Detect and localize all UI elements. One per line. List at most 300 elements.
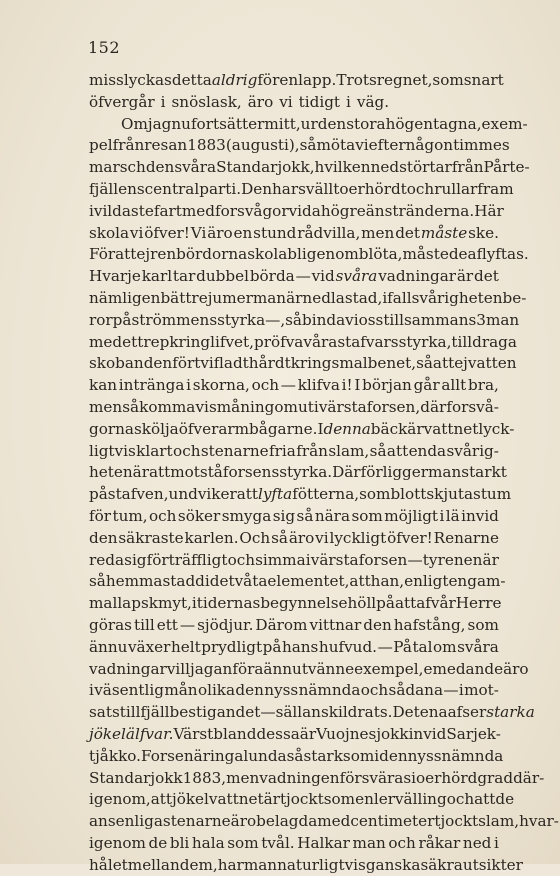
word: binda xyxy=(302,310,346,329)
italic-word: svåra xyxy=(335,267,378,286)
word: styrka, xyxy=(398,332,452,351)
word: forsvå- xyxy=(446,397,499,416)
word: mot- xyxy=(464,681,499,700)
word: enligt xyxy=(404,572,449,591)
word: lapsk xyxy=(117,594,158,613)
word: det xyxy=(474,267,499,286)
word: motstå xyxy=(170,463,223,482)
text-line xyxy=(89,484,512,506)
word: stora xyxy=(346,114,386,133)
word: oerhördt xyxy=(339,179,407,198)
word: öfver xyxy=(178,419,219,438)
word: misslyckas xyxy=(89,71,172,89)
word: sådana xyxy=(388,681,444,700)
word: — xyxy=(280,376,296,395)
word: Standarjokk xyxy=(89,768,183,787)
word: vildaste xyxy=(93,201,154,220)
word: karl xyxy=(141,267,173,286)
word: hala xyxy=(191,833,225,852)
text-line xyxy=(89,288,527,310)
word: invid xyxy=(408,724,447,743)
word: vadningen xyxy=(259,768,340,787)
word: högre xyxy=(320,201,366,220)
word: pel xyxy=(89,136,113,155)
word: hålet xyxy=(89,855,128,874)
word: Därför xyxy=(332,463,383,482)
word: råkar xyxy=(418,833,461,852)
word: än xyxy=(365,201,385,220)
word: jag xyxy=(147,114,172,133)
word: tilldraga xyxy=(451,332,517,351)
word: Därom xyxy=(255,615,308,634)
word: han, xyxy=(370,572,405,591)
word: man xyxy=(352,833,386,852)
word: måste xyxy=(402,245,449,264)
word: man xyxy=(485,310,520,329)
word: så xyxy=(286,746,304,765)
word: jökelvattnet xyxy=(172,790,264,809)
word: hemmastadd xyxy=(105,572,205,591)
text-line xyxy=(89,70,504,92)
word: där xyxy=(420,397,447,416)
word: igenom, xyxy=(89,790,151,809)
word: så xyxy=(271,528,288,547)
word: snart xyxy=(463,71,504,89)
word: vi xyxy=(129,223,144,242)
word: en xyxy=(448,572,468,591)
word: hvar- xyxy=(519,812,559,831)
word: och xyxy=(406,179,435,198)
word: I xyxy=(354,376,361,395)
word: sats xyxy=(89,703,120,722)
word: Trots xyxy=(336,71,377,89)
word: som xyxy=(359,485,391,504)
word: karlen. xyxy=(184,528,239,547)
word: blott xyxy=(390,485,427,504)
word: ej xyxy=(136,245,151,264)
text-line xyxy=(89,332,517,354)
word: så xyxy=(89,572,106,591)
word: sig xyxy=(124,550,147,569)
text-line xyxy=(89,157,530,179)
word: tillsammans xyxy=(383,310,477,329)
word: den xyxy=(89,528,118,547)
word: rådvilla, xyxy=(297,223,361,242)
word: där- xyxy=(513,768,545,787)
word: är xyxy=(299,724,317,743)
word: hårdt xyxy=(248,354,291,373)
word: stund xyxy=(253,223,297,242)
word: centralparti. xyxy=(144,179,242,198)
word: grad xyxy=(477,768,514,787)
text-line xyxy=(89,680,499,702)
word: för xyxy=(89,506,112,525)
text-line xyxy=(89,528,499,550)
word: tidigt xyxy=(298,92,341,111)
word: vatten xyxy=(467,354,517,373)
word: men xyxy=(226,768,260,787)
word: hufvud. xyxy=(318,637,378,656)
word: ned xyxy=(462,833,492,852)
word: vida xyxy=(288,201,321,220)
italic-word: lyfta xyxy=(257,485,293,504)
word: ske. xyxy=(468,223,499,242)
text-line xyxy=(89,135,510,157)
word: svåra xyxy=(457,637,499,656)
word: den xyxy=(235,681,264,700)
word: för xyxy=(257,71,280,89)
italic-word: jökelälfvar. xyxy=(89,724,174,743)
word: genomblöta, xyxy=(306,245,403,264)
word: våra xyxy=(303,332,338,351)
word: ingalunda xyxy=(210,746,287,765)
word: att xyxy=(236,485,258,504)
italic-word: starka xyxy=(486,703,535,722)
word: med xyxy=(317,812,351,831)
word: har xyxy=(217,855,244,874)
word: snöslask, xyxy=(171,92,242,111)
word: svällt xyxy=(298,179,340,198)
word: Renarne xyxy=(433,528,499,547)
word: hafstång, xyxy=(393,615,466,634)
word: de xyxy=(148,833,168,852)
word: i! xyxy=(341,376,353,395)
word: stenarne xyxy=(162,812,231,831)
word: på xyxy=(89,485,108,504)
word: äro xyxy=(288,528,315,547)
word: i xyxy=(305,550,311,569)
word: öfver! xyxy=(144,223,190,242)
word: den xyxy=(379,746,408,765)
word: begynnelse xyxy=(260,594,348,613)
text-line xyxy=(89,353,517,375)
word: Pårte- xyxy=(483,158,530,177)
word: nedstörtar xyxy=(370,158,452,177)
word: att xyxy=(474,790,496,809)
word: Vi xyxy=(190,223,207,242)
word: lyckligt xyxy=(329,528,387,547)
word: svåra xyxy=(174,158,217,177)
word: klifva xyxy=(297,376,340,395)
word: regnet, xyxy=(376,71,433,89)
word: För xyxy=(89,245,116,264)
text-line xyxy=(89,855,523,876)
text-line xyxy=(89,593,502,615)
word: vadningar xyxy=(378,267,457,286)
word: vi xyxy=(279,92,293,111)
text-line xyxy=(89,201,504,223)
word: resan xyxy=(144,136,188,155)
word: skjutas xyxy=(426,485,481,504)
word: som xyxy=(323,790,356,809)
word: början xyxy=(362,376,412,395)
word: försväras xyxy=(339,768,412,787)
word: och xyxy=(173,441,201,460)
word: fjällens xyxy=(89,179,145,198)
word: ett xyxy=(122,332,144,351)
word: sjödjur. xyxy=(197,615,254,634)
word: Halkar xyxy=(297,833,350,852)
word: mellan xyxy=(127,855,180,874)
word: men xyxy=(89,397,123,416)
word: oerhörd xyxy=(416,768,478,787)
word: så xyxy=(296,506,314,525)
word: marsch xyxy=(89,158,146,177)
word: Hvarje xyxy=(89,267,141,286)
word: vi xyxy=(195,397,209,416)
word: höll xyxy=(347,594,377,613)
word: på xyxy=(262,637,282,656)
word: på xyxy=(376,594,395,613)
word: bra, xyxy=(467,376,499,395)
word: vittnar xyxy=(309,615,362,634)
word: bäck xyxy=(370,419,408,438)
word: naturligtvis xyxy=(277,855,366,874)
word: i xyxy=(411,768,416,787)
word: exem- xyxy=(481,114,528,133)
word: (augusti), xyxy=(225,136,300,155)
word: slam, xyxy=(328,441,370,460)
text-line xyxy=(89,768,545,790)
word: skorna, xyxy=(192,376,250,395)
word: fria xyxy=(269,441,296,460)
word: ur xyxy=(300,114,318,133)
word: om xyxy=(433,637,457,656)
text-line xyxy=(89,419,515,441)
word: nu xyxy=(171,114,191,133)
word: nämnda xyxy=(298,681,361,700)
word: vadningar xyxy=(89,659,167,678)
word: exempel, xyxy=(354,659,424,678)
word: sällan xyxy=(275,703,321,722)
word: att xyxy=(394,594,417,613)
word: äro xyxy=(503,659,529,678)
word: väsentlig xyxy=(94,681,164,700)
word: att xyxy=(115,245,137,264)
word: ligger xyxy=(382,463,429,482)
word: 1883 xyxy=(187,136,226,155)
word: säkraste xyxy=(118,528,184,547)
word: i xyxy=(191,594,197,613)
word: högen xyxy=(385,114,433,133)
word: klart xyxy=(136,441,173,460)
word: svårigheten xyxy=(411,288,503,307)
word: man xyxy=(243,855,278,874)
word: bli xyxy=(169,833,190,852)
text-line xyxy=(89,223,499,245)
word: tar xyxy=(172,267,196,286)
word: vår xyxy=(430,594,456,613)
word: börda xyxy=(249,267,295,286)
word: så xyxy=(285,310,302,329)
word: möta xyxy=(316,136,356,155)
word: våta xyxy=(234,572,268,591)
word: pröfva xyxy=(253,332,304,351)
word: afser xyxy=(447,703,487,722)
word: med xyxy=(181,201,215,220)
word: de xyxy=(448,245,468,264)
word: mån xyxy=(164,681,198,700)
word: ty xyxy=(422,550,438,569)
text-line xyxy=(89,637,499,659)
word: smalbenet, xyxy=(331,354,417,373)
word: lä xyxy=(445,506,460,525)
word: i xyxy=(186,376,192,395)
word: fram xyxy=(477,179,514,198)
word: tjockt xyxy=(279,790,324,809)
word: de xyxy=(484,659,504,678)
word: att xyxy=(150,790,172,809)
word: ror xyxy=(89,310,113,329)
word: igenom xyxy=(89,833,146,852)
word: bättre xyxy=(160,288,208,307)
word: det xyxy=(395,223,421,242)
word: rullar xyxy=(434,179,478,198)
text-line xyxy=(89,375,499,397)
word: och xyxy=(149,506,177,525)
word: forsen xyxy=(358,550,408,569)
word: tum xyxy=(480,485,512,504)
text-line xyxy=(89,724,499,746)
word: att xyxy=(349,572,371,591)
word: stenarne xyxy=(200,441,269,460)
word: ännu xyxy=(89,637,128,656)
word: och xyxy=(388,833,416,852)
text-line xyxy=(89,114,528,136)
word: den xyxy=(363,615,392,634)
word: går xyxy=(413,376,440,395)
word: vi xyxy=(315,528,329,547)
word: med xyxy=(89,332,123,351)
word: lervälling xyxy=(373,790,447,809)
word: heten xyxy=(89,463,133,482)
word: värsta xyxy=(318,397,367,416)
word: lyck- xyxy=(478,419,515,438)
word: ganska xyxy=(365,855,421,874)
text-line xyxy=(89,462,507,484)
word: i xyxy=(89,681,94,700)
word: Här xyxy=(474,201,504,220)
word: i xyxy=(89,201,94,220)
text-line xyxy=(89,92,499,114)
word: söker xyxy=(177,506,221,525)
word: elementet, xyxy=(267,572,350,591)
word: kring xyxy=(290,354,332,373)
word: i xyxy=(204,572,210,591)
text-line xyxy=(89,244,529,266)
word: allt xyxy=(441,376,467,395)
word: förtvifladt xyxy=(172,354,249,373)
word: tjåkko. xyxy=(89,746,141,765)
word: växer xyxy=(127,637,171,656)
word: slam, xyxy=(478,812,520,831)
word: så xyxy=(299,136,317,155)
word: undviker xyxy=(168,485,237,504)
word: svårig- xyxy=(446,441,499,460)
word: öfver! xyxy=(387,528,433,547)
word: en xyxy=(233,223,253,242)
word: tvänne xyxy=(301,659,355,678)
word: gam- xyxy=(467,572,506,591)
word: fortsätter xyxy=(190,114,265,133)
word: belagda xyxy=(256,812,318,831)
word: i xyxy=(494,833,499,852)
word: är xyxy=(407,419,424,438)
word: som xyxy=(227,833,259,852)
word: smyga xyxy=(221,506,272,525)
word: stränderna. xyxy=(384,201,475,220)
word: mitt, xyxy=(264,114,301,133)
word: att xyxy=(148,463,171,482)
word: i xyxy=(313,397,319,416)
word: jag xyxy=(189,659,214,678)
italic-word: denna xyxy=(323,419,371,438)
word: man xyxy=(428,463,462,482)
text-line xyxy=(89,266,499,288)
word: så xyxy=(416,354,433,373)
word: ligtvis xyxy=(89,441,136,460)
word: så xyxy=(122,397,140,416)
word: detta xyxy=(171,71,212,89)
word: af xyxy=(416,594,431,613)
word: lapp. xyxy=(298,71,337,89)
text-line xyxy=(89,702,535,724)
word: — xyxy=(295,267,311,286)
word: gorna xyxy=(89,419,134,438)
word: renen xyxy=(437,550,483,569)
text-line xyxy=(89,506,499,528)
text-line xyxy=(89,571,506,593)
word: som xyxy=(342,746,375,765)
word: timmes xyxy=(453,136,510,155)
word: i xyxy=(458,681,464,700)
word: nedlastad, xyxy=(302,288,383,307)
word: — xyxy=(260,703,276,722)
word: — xyxy=(407,550,423,569)
word: så xyxy=(369,441,387,460)
word: oss xyxy=(358,310,384,329)
word: lifvet, xyxy=(210,332,254,351)
word: som xyxy=(467,615,499,634)
word: tagna, xyxy=(433,114,482,133)
word: skola xyxy=(89,223,130,242)
word: Värst xyxy=(173,724,214,743)
word: en xyxy=(355,790,374,809)
word: någon xyxy=(405,136,454,155)
word: forsens xyxy=(222,463,280,482)
word: på xyxy=(112,310,132,329)
word: är xyxy=(132,463,149,482)
word: ett xyxy=(156,615,178,634)
word: till xyxy=(119,703,141,722)
word: från xyxy=(112,136,145,155)
word: renbördorna xyxy=(150,245,248,264)
word: tidernas xyxy=(196,594,261,613)
word: ansenliga xyxy=(89,812,163,831)
word: starkt xyxy=(461,463,507,482)
word: rep xyxy=(143,332,170,351)
word: myt, xyxy=(157,594,192,613)
word: Den xyxy=(241,179,273,198)
word: och xyxy=(446,790,475,809)
word: som xyxy=(432,71,464,89)
word: äro xyxy=(247,92,274,111)
word: bli xyxy=(287,245,307,264)
word: anföra xyxy=(213,659,264,678)
word: tum, xyxy=(112,506,148,525)
word: göras xyxy=(89,615,132,634)
text-line xyxy=(89,179,514,201)
